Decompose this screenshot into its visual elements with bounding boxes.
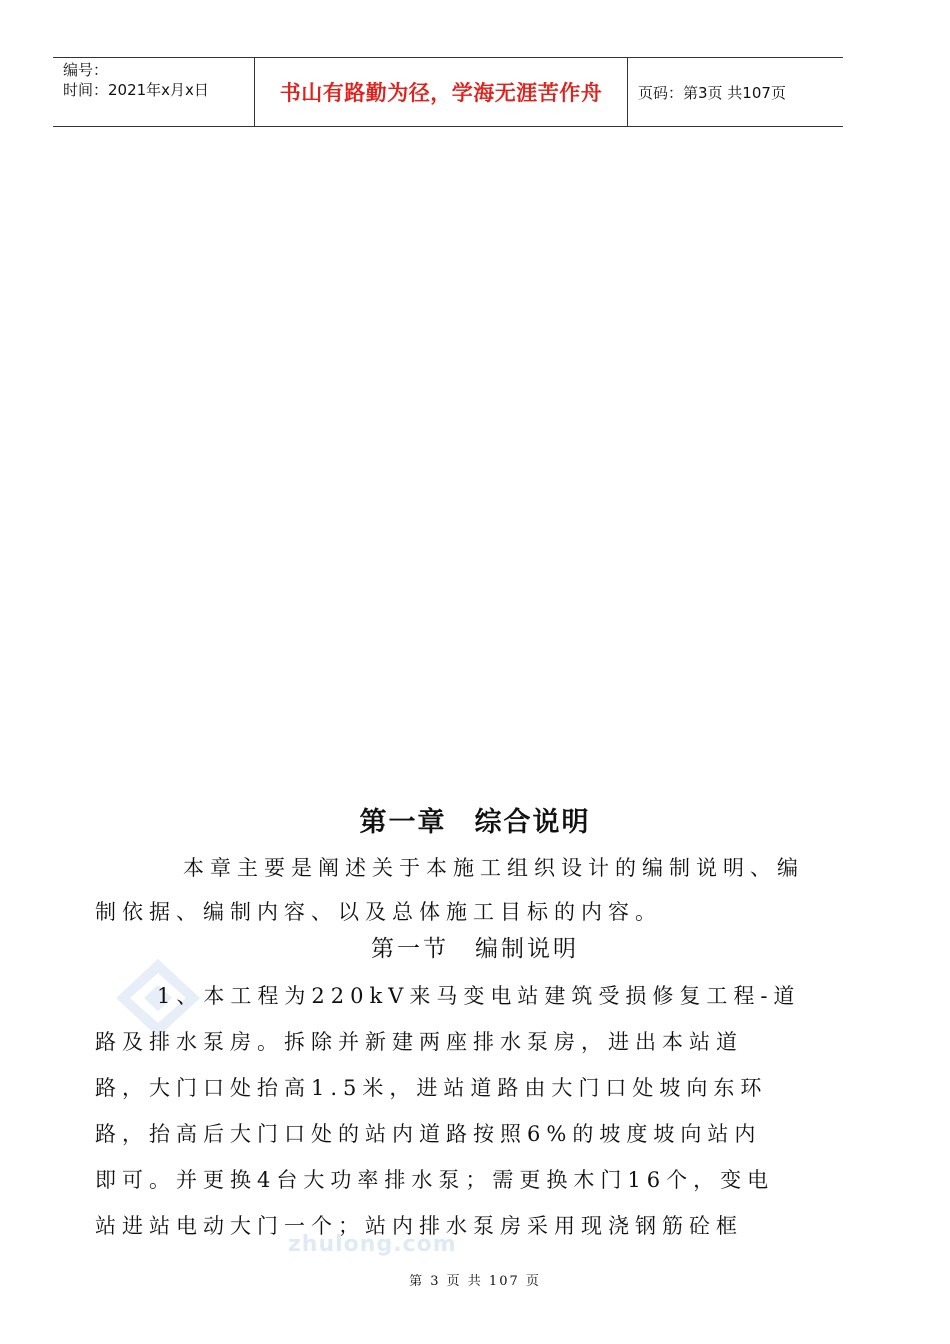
- section-name: 编制说明: [475, 936, 579, 962]
- watermark-text: zhulong.com: [288, 1232, 457, 1257]
- body-line: 路，抬高后大门口处的站内道路按照6%的坡度坡向站内: [95, 1122, 762, 1146]
- serial-label: 编号：: [63, 61, 109, 79]
- chapter-number: 第一章: [359, 807, 447, 838]
- body-line: 即可。并更换4台大功率排水泵；需更换木门16个，变电: [95, 1168, 775, 1192]
- body-text: [95, 973, 800, 1249]
- time-label: 时间：2021年x月x日: [63, 81, 209, 99]
- header-meta: [53, 58, 254, 126]
- page-info: 页码：第3页 共107页: [638, 83, 786, 102]
- body-line: 路及排水泵房。拆除并新建两座排水泵房，进出本站道: [95, 1030, 743, 1054]
- motto-text: 书山有路勤为径，学海无涯苦作舟: [279, 81, 603, 105]
- body-line: 站进站电动大门一个；站内排水泵房采用现浇钢筋砼框: [95, 1214, 743, 1238]
- chapter-name: 综合说明: [474, 807, 591, 838]
- body-line: 路，大门口处抬高1.5米，进站道路由大门口处坡向东环: [95, 1076, 768, 1100]
- chapter-intro: 本章主要是阐述关于本施工组织设计的编制说明、编制依据、编制内容、以及总体施工目标的内容。: [95, 856, 804, 924]
- section-number: 第一节: [371, 936, 449, 962]
- header-motto-cell: [254, 58, 628, 126]
- header-page-cell: [628, 58, 843, 126]
- page-header: [53, 57, 843, 127]
- chapter-title: [0, 800, 950, 839]
- body-line: 1、本工程为220kV来马变电站建筑受损修复工程-道: [157, 984, 801, 1008]
- page-footer: 第 3 页 共 107 页: [409, 1274, 541, 1289]
